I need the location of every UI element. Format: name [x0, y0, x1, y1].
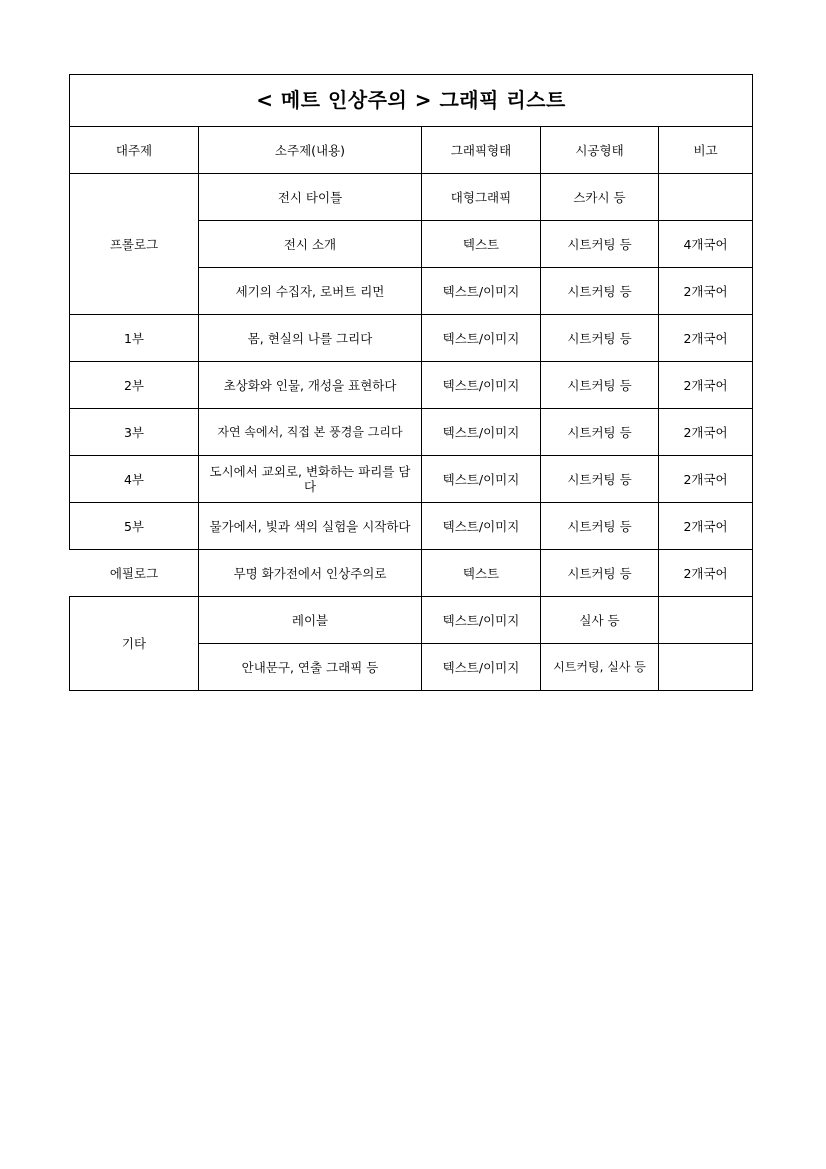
row-install: 시트커팅 등: [541, 221, 659, 268]
row-install: 시트커팅 등: [541, 268, 659, 315]
row-graphic: 텍스트/이미지: [422, 409, 541, 456]
group-part4: 4부: [70, 456, 199, 503]
row-note: 2개국어: [659, 503, 753, 550]
row-note: [659, 644, 753, 691]
row-topic: 안내문구, 연출 그래픽 등: [199, 644, 422, 691]
row-graphic: 텍스트/이미지: [422, 362, 541, 409]
header-row: [70, 127, 753, 174]
row-topic: 자연 속에서, 직접 본 풍경을 그리다: [199, 409, 422, 456]
row-graphic: 텍스트/이미지: [422, 456, 541, 503]
table-row: [70, 174, 753, 221]
row-install: 시트커팅 등: [541, 409, 659, 456]
row-install: 시트커팅, 실사 등: [541, 644, 659, 691]
row-install: 시트커팅 등: [541, 315, 659, 362]
row-install: 스카시 등: [541, 174, 659, 221]
page-title: < 메트 인상주의 > 그래픽 리스트: [70, 75, 753, 127]
row-topic: 레이블: [199, 597, 422, 644]
row-note: 2개국어: [659, 550, 753, 597]
row-note: 4개국어: [659, 221, 753, 268]
group-part5: 5부: [70, 503, 199, 550]
row-topic: 몸, 현실의 나를 그리다: [199, 315, 422, 362]
row-note: 2개국어: [659, 268, 753, 315]
row-note: [659, 597, 753, 644]
row-graphic: 텍스트: [422, 550, 541, 597]
row-note: 2개국어: [659, 315, 753, 362]
group-etc: 기타: [70, 597, 199, 691]
row-note: 2개국어: [659, 456, 753, 503]
header-sub-topic: 소주제(내용): [199, 127, 422, 174]
row-topic: 전시 타이틀: [199, 174, 422, 221]
group-part1: 1부: [70, 315, 199, 362]
row-graphic: 텍스트: [422, 221, 541, 268]
row-install: 실사 등: [541, 597, 659, 644]
graphic-list-table: [69, 74, 753, 691]
row-install: 시트커팅 등: [541, 503, 659, 550]
header-install-type: 시공형태: [541, 127, 659, 174]
table-row: [70, 362, 753, 409]
group-epilogue: 에필로그: [70, 550, 199, 597]
row-topic: 물가에서, 빛과 색의 실험을 시작하다: [199, 503, 422, 550]
row-topic: 세기의 수집자, 로버트 리먼: [199, 268, 422, 315]
row-topic: 무명 화가전에서 인상주의로: [199, 550, 422, 597]
group-part2: 2부: [70, 362, 199, 409]
table-row: [70, 456, 753, 503]
group-prologue: 프롤로그: [70, 174, 199, 315]
header-main-topic: 대주제: [70, 127, 199, 174]
row-note: 2개국어: [659, 362, 753, 409]
row-topic: 초상화와 인물, 개성을 표현하다: [199, 362, 422, 409]
header-note: 비고: [659, 127, 753, 174]
table-row: [70, 503, 753, 550]
table-row: [70, 315, 753, 362]
header-graphic-type: 그래픽형태: [422, 127, 541, 174]
row-graphic: 텍스트/이미지: [422, 597, 541, 644]
row-graphic: 텍스트/이미지: [422, 503, 541, 550]
row-note: 2개국어: [659, 409, 753, 456]
row-graphic: 텍스트/이미지: [422, 315, 541, 362]
table-row: [70, 550, 753, 597]
row-topic: 도시에서 교외로, 변화하는 파리를 담다: [199, 456, 422, 503]
row-graphic: 텍스트/이미지: [422, 644, 541, 691]
row-topic: 전시 소개: [199, 221, 422, 268]
table-row: [70, 597, 753, 644]
row-install: 시트커팅 등: [541, 550, 659, 597]
row-install: 시트커팅 등: [541, 456, 659, 503]
row-graphic: 텍스트/이미지: [422, 268, 541, 315]
row-note: [659, 174, 753, 221]
group-part3: 3부: [70, 409, 199, 456]
table-row: [70, 409, 753, 456]
graphic-list-sheet: [69, 74, 752, 691]
row-graphic: 대형그래픽: [422, 174, 541, 221]
row-install: 시트커팅 등: [541, 362, 659, 409]
